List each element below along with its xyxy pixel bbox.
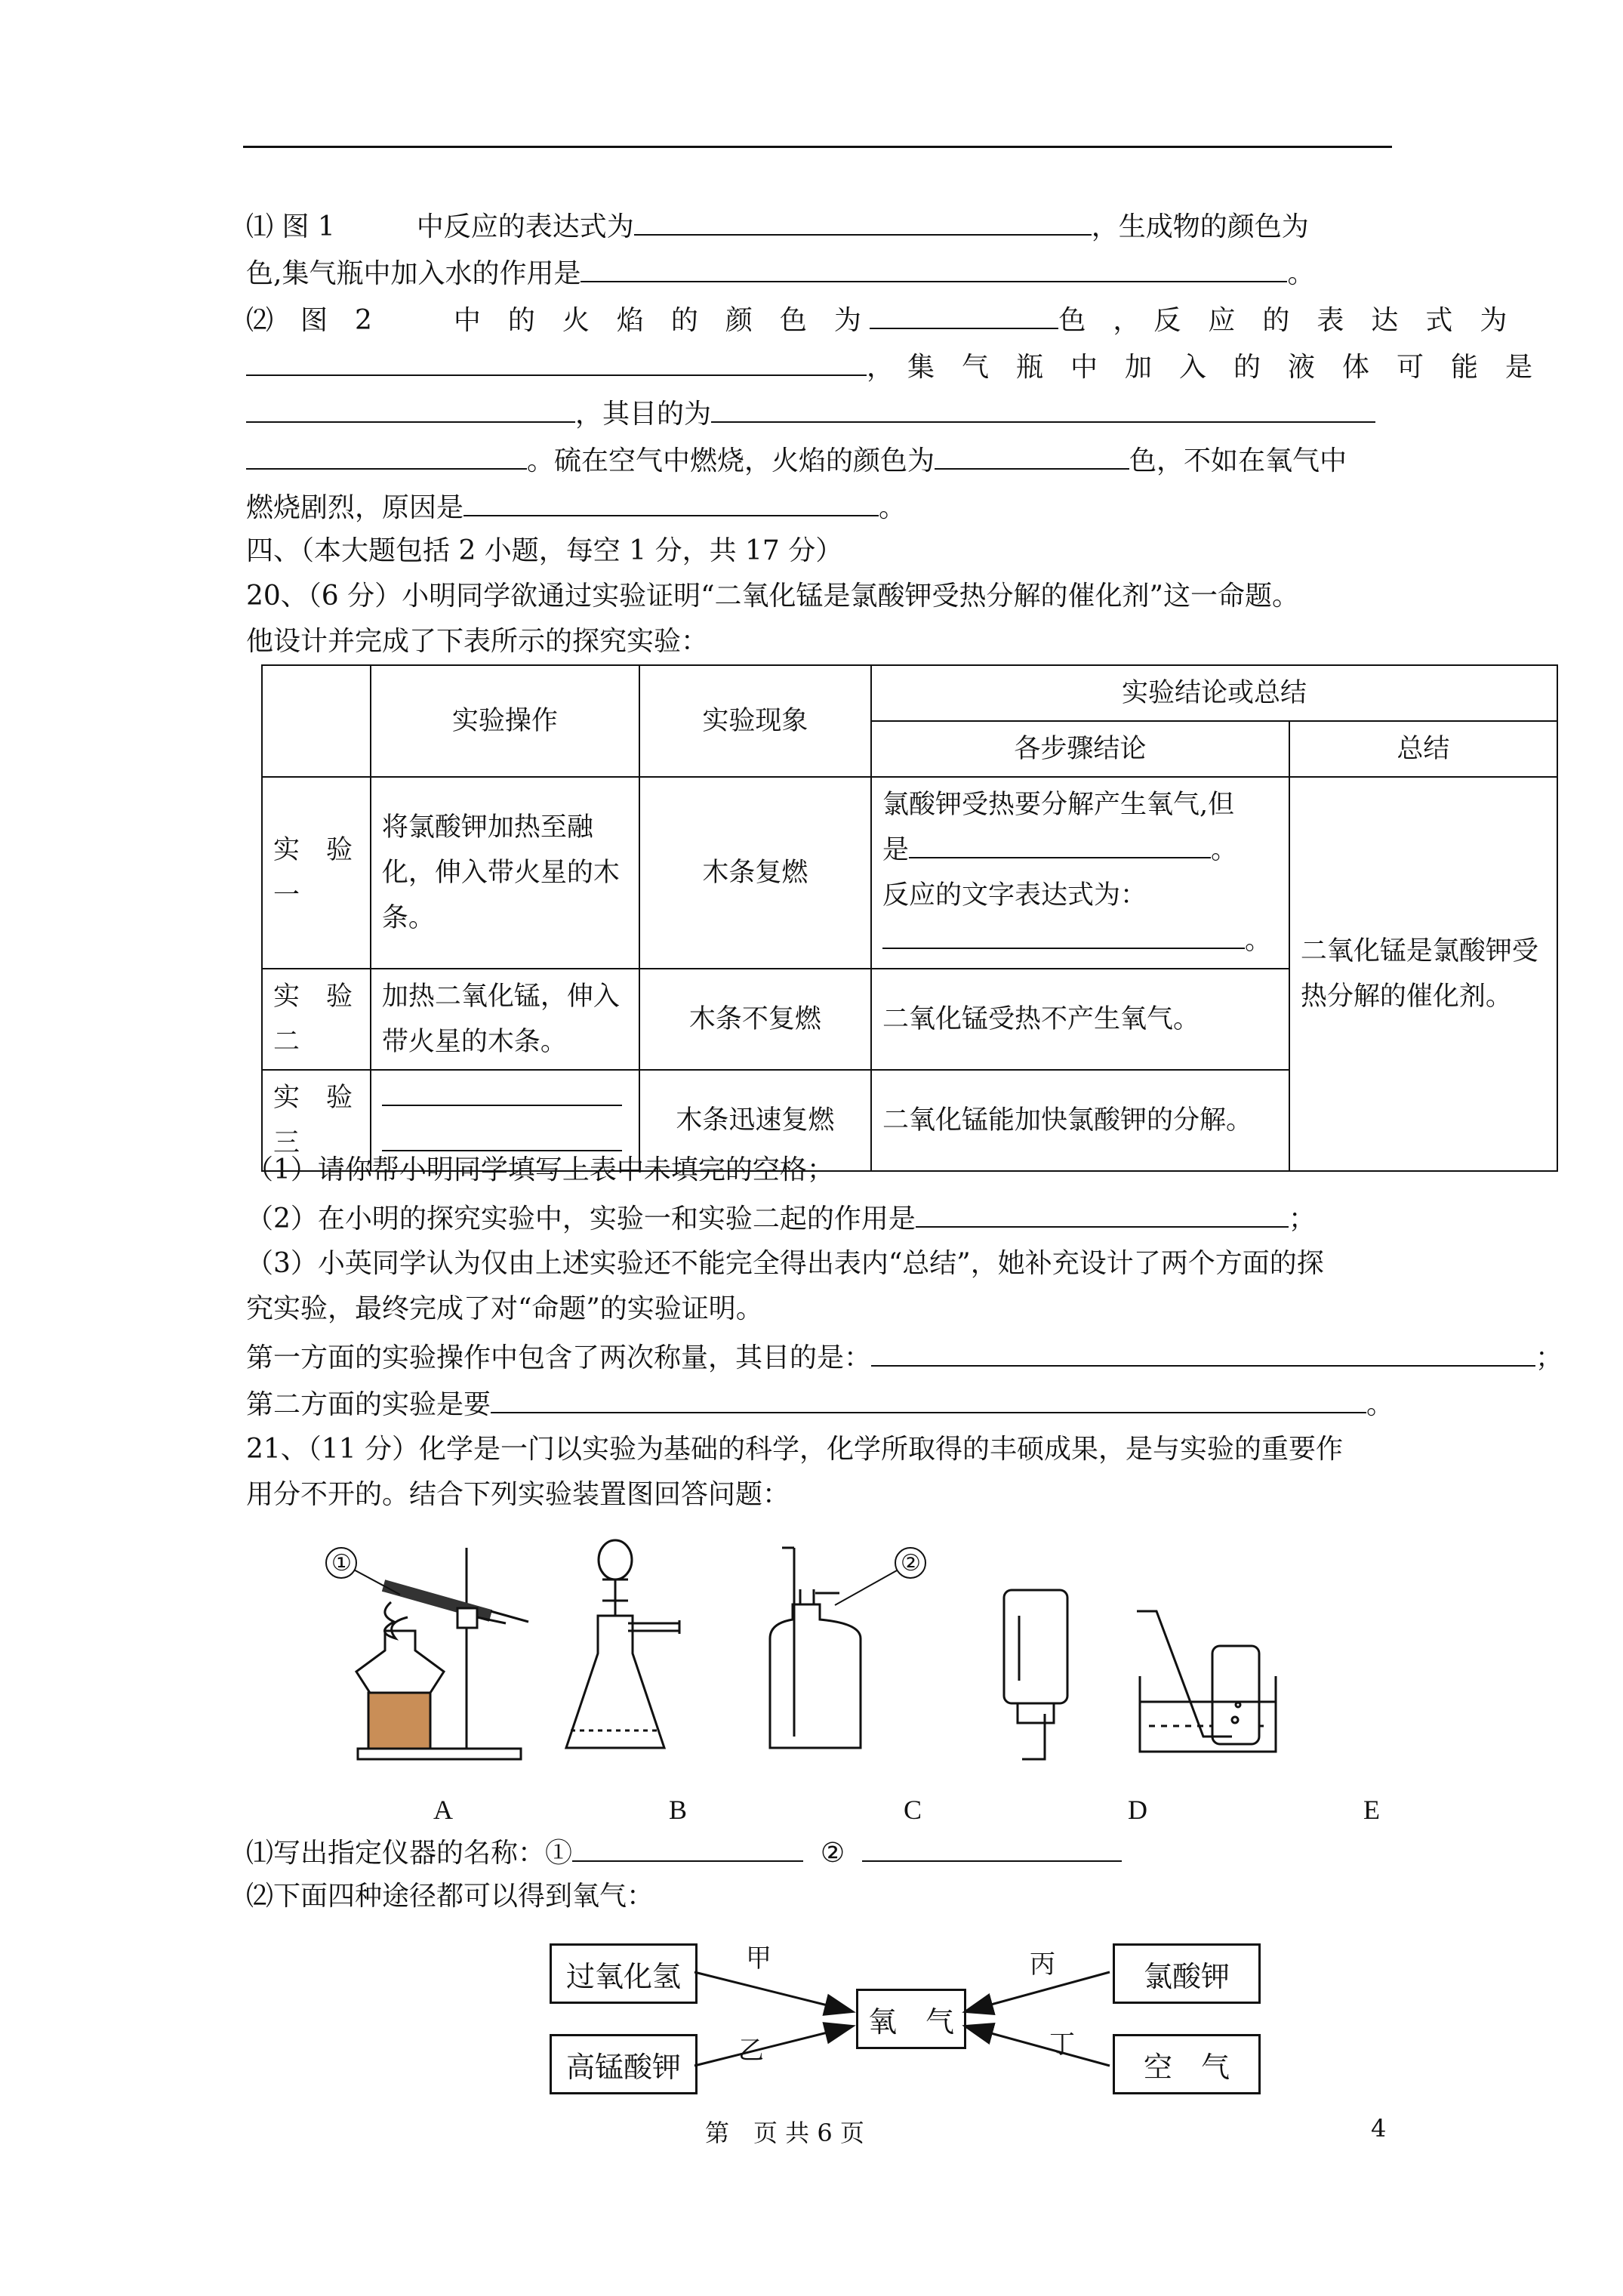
experiment-table bbox=[261, 664, 1558, 1172]
q21-intro: 用分不开的。结合下列实验装置图回答问题： bbox=[246, 1479, 790, 1510]
q21-sub1 bbox=[246, 1835, 1122, 1870]
cell-text: 反应的文字表达式为： bbox=[882, 880, 1147, 911]
answer-blank[interactable] bbox=[916, 1200, 1289, 1228]
q19-line1 bbox=[246, 208, 1309, 244]
row-label: 实 验 一 bbox=[262, 777, 371, 969]
q21-sub2: ⑵下面四种途径都可以得到氧气： bbox=[246, 1881, 654, 1912]
q21-intro: 21、（11 分）化学是一门以实验为基础的科学，化学所取得的丰硕成果，是与实验的重要作 bbox=[246, 1434, 1344, 1465]
q20-text: 第二方面的实验是要 bbox=[246, 1389, 491, 1420]
box-hydrogen-peroxide: 过氧化氢 bbox=[550, 1943, 698, 2004]
table-cell: 木条迅速复燃 bbox=[639, 1070, 871, 1171]
cell-text: 。 bbox=[1211, 835, 1238, 865]
q19-line2 bbox=[246, 255, 1314, 291]
apparatus-c-drawing bbox=[770, 1548, 910, 1748]
apparatus-figure bbox=[302, 1533, 1434, 1774]
table-header: 总结 bbox=[1289, 721, 1557, 777]
q19-text: 色，不如在氧气中 bbox=[1129, 445, 1347, 476]
apparatus-label: D bbox=[1128, 1795, 1147, 1825]
q19-text: ， 集 气 瓶 中 加 入 的 液 体 可 能 是 bbox=[867, 352, 1533, 383]
q19-text: ，生成物的颜色为 bbox=[1091, 211, 1309, 242]
answer-blank[interactable] bbox=[862, 1835, 1122, 1862]
arrow-label-ding: 丁 bbox=[1049, 2029, 1075, 2060]
answer-blank[interactable] bbox=[711, 396, 1375, 423]
answer-blank[interactable] bbox=[909, 828, 1211, 858]
cell-text: 是 bbox=[882, 835, 909, 865]
q19-line3 bbox=[246, 302, 1507, 337]
q19-text: 。 bbox=[879, 492, 907, 523]
answer-blank[interactable] bbox=[572, 1835, 803, 1862]
marker-2: ② bbox=[901, 1551, 921, 1576]
table-header: 实验结论或总结 bbox=[871, 665, 1557, 721]
q20-sub1: （1）请你帮小明同学填写上表中未填完的空格； bbox=[246, 1154, 834, 1185]
q20-text: ； bbox=[1535, 1342, 1563, 1373]
q19-line6 bbox=[246, 442, 1347, 478]
apparatus-e-drawing bbox=[1137, 1611, 1276, 1752]
box-potassium-permanganate: 高锰酸钾 bbox=[550, 2034, 698, 2094]
answer-blank[interactable] bbox=[463, 489, 879, 516]
apparatus-label: A bbox=[433, 1795, 453, 1825]
q21-text: ⑴写出指定仪器的名称：① bbox=[246, 1838, 573, 1869]
header-rule bbox=[243, 146, 1392, 148]
q20-intro: 20、（6 分）小明同学欲通过实验证明“二氧化锰是氯酸钾受热分解的催化剂”这一命题。 bbox=[246, 581, 1299, 612]
answer-blank[interactable] bbox=[935, 442, 1129, 470]
box-potassium-chlorate: 氯酸钾 bbox=[1113, 1943, 1261, 2004]
row-label: 实 验 三 bbox=[262, 1070, 371, 1171]
q20-sub2 bbox=[246, 1200, 1316, 1236]
answer-blank[interactable] bbox=[382, 1121, 622, 1151]
q19-text: 色,集气瓶中加入水的作用是 bbox=[246, 258, 581, 289]
box-air: 空 气 bbox=[1113, 2034, 1261, 2094]
page-number: 4 bbox=[1371, 2114, 1387, 2143]
apparatus-label: E bbox=[1363, 1795, 1380, 1825]
box-oxygen: 氧 气 bbox=[856, 1989, 966, 2049]
table-cell bbox=[871, 777, 1289, 969]
answer-blank[interactable] bbox=[246, 396, 575, 423]
q19-text: ⑴ 图 1 中反应的表达式为 bbox=[246, 211, 634, 242]
table-cell: 二氧化锰受热不产生氧气。 bbox=[871, 969, 1289, 1070]
answer-blank[interactable] bbox=[246, 349, 867, 376]
table-cell: 将氯酸钾加热至融化，伸入带火星的木条。 bbox=[371, 777, 639, 969]
apparatus-d-drawing bbox=[1004, 1590, 1067, 1759]
q20-sub4 bbox=[246, 1339, 1563, 1375]
arrow-yi bbox=[694, 2026, 852, 2066]
answer-blank[interactable] bbox=[491, 1386, 1366, 1413]
answer-blank[interactable] bbox=[246, 442, 527, 470]
q20-sub3: （3）小英同学认为仅由上述实验还不能完全得出表内“总结”，她补充设计了两个方面的探 bbox=[246, 1248, 1324, 1279]
q21-text: ② bbox=[820, 1838, 845, 1869]
table-header-empty bbox=[262, 665, 371, 777]
cell-text: 氯酸钾受热要分解产生氧气,但 bbox=[882, 790, 1235, 820]
answer-blank[interactable] bbox=[634, 208, 1092, 236]
apparatus-b-drawing bbox=[566, 1540, 679, 1748]
summary-cell: 二氧化锰是氯酸钾受热分解的催化剂。 bbox=[1289, 777, 1557, 1171]
apparatus-a-drawing bbox=[341, 1548, 528, 1759]
table-cell: 二氧化锰能加快氯酸钾的分解。 bbox=[871, 1070, 1289, 1171]
q20-text: ； bbox=[1288, 1203, 1316, 1234]
q19-line7 bbox=[246, 489, 906, 525]
q19-text: 色 ， 反 应 的 表 达 式 为 bbox=[1058, 305, 1508, 336]
q20-text: （2）在小明的探究实验中，实验一和实验二起的作用是 bbox=[246, 1203, 916, 1234]
q19-text: ，其目的为 bbox=[575, 399, 712, 430]
q19-line5 bbox=[246, 396, 1375, 431]
q20-intro: 他设计并完成了下表所示的探究实验： bbox=[246, 626, 709, 657]
q19-text: 。 bbox=[1287, 258, 1315, 289]
q19-text: 。硫在空气中燃烧，火焰的颜色为 bbox=[527, 445, 935, 476]
q19-line4 bbox=[246, 349, 1532, 384]
marker-1: ① bbox=[331, 1551, 352, 1576]
q20-sub5 bbox=[246, 1386, 1394, 1422]
arrow-jia bbox=[694, 1972, 852, 2011]
apparatus-label: B bbox=[669, 1795, 688, 1825]
apparatus-label: C bbox=[904, 1795, 922, 1825]
cell-text: 。 bbox=[1244, 926, 1271, 956]
table-cell: 木条不复燃 bbox=[639, 969, 871, 1070]
answer-blank[interactable] bbox=[581, 255, 1287, 282]
table-cell: 木条复燃 bbox=[639, 777, 871, 969]
table-cell: 加热二氧化锰，伸入带火星的木条。 bbox=[371, 969, 639, 1070]
table-header: 各步骤结论 bbox=[871, 721, 1289, 777]
answer-blank[interactable] bbox=[870, 302, 1058, 329]
page-footer: 第 页 共 6 页 bbox=[705, 2119, 864, 2147]
q19-text: ⑵ 图 2 中 的 火 焰 的 颜 色 为 bbox=[246, 305, 861, 336]
answer-blank[interactable] bbox=[382, 1076, 622, 1106]
arrow-label-yi: 乙 bbox=[738, 2036, 764, 2066]
q19-text: 燃烧剧烈，原因是 bbox=[246, 492, 464, 523]
arrow-label-bing: 丙 bbox=[1030, 1949, 1055, 1980]
arrow-label-jia: 甲 bbox=[746, 1943, 771, 1974]
arrow-ding bbox=[966, 2026, 1110, 2066]
answer-blank[interactable] bbox=[882, 919, 1245, 949]
answer-blank[interactable] bbox=[871, 1339, 1535, 1367]
q20-sub3: 究实验，最终完成了对“命题”的实验证明。 bbox=[246, 1293, 763, 1324]
section-heading: 四、（本大题包括 2 小题，每空 1 分，共 17 分） bbox=[246, 535, 843, 566]
table-header: 实验现象 bbox=[639, 665, 871, 777]
q20-text: 第一方面的实验操作中包含了两次称量，其目的是： bbox=[246, 1342, 872, 1373]
q20-text: 。 bbox=[1366, 1389, 1394, 1420]
row-label: 实 验 二 bbox=[262, 969, 371, 1070]
table-header: 实验操作 bbox=[371, 665, 639, 777]
